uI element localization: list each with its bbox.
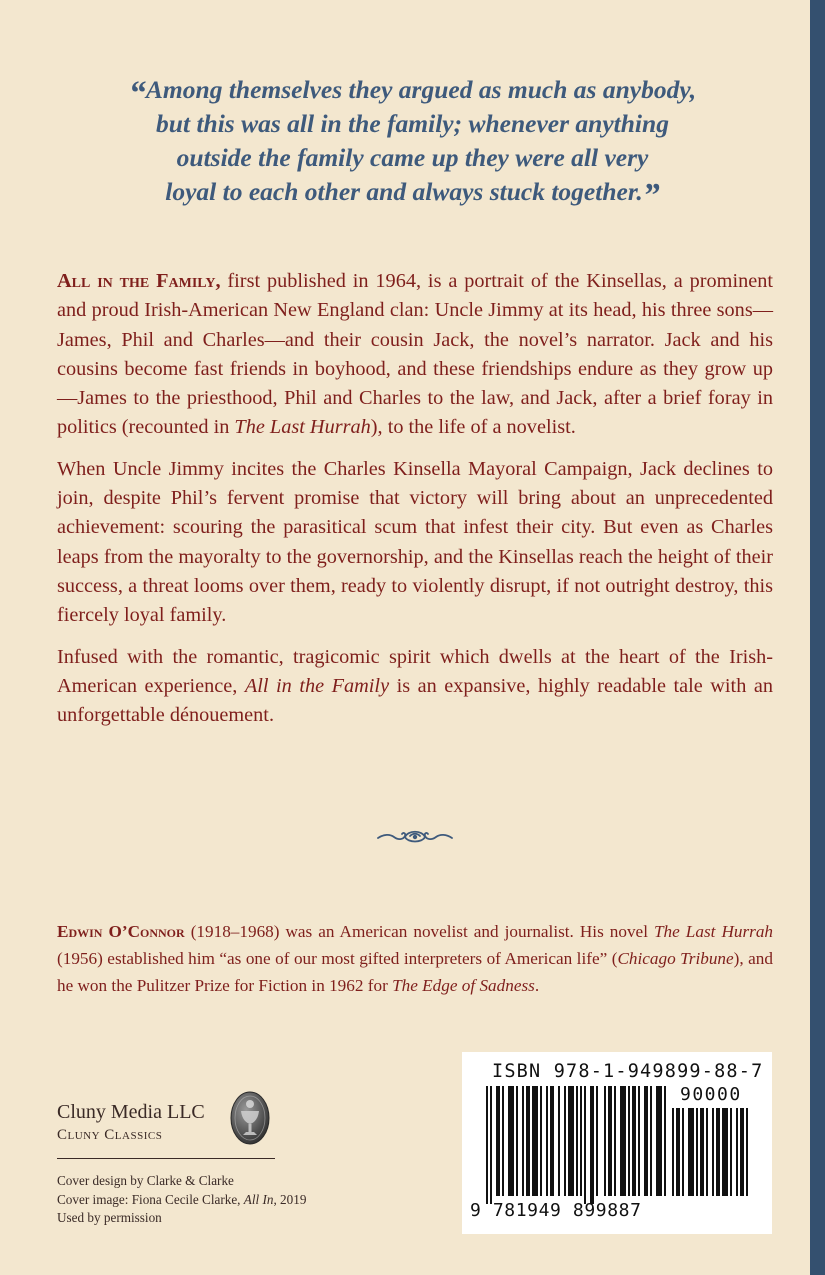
series-name: Cluny Classics xyxy=(57,1127,163,1143)
barcode-bar xyxy=(550,1086,554,1196)
barcode-bar xyxy=(672,1108,674,1196)
barcode-bar xyxy=(664,1086,666,1196)
publisher-block xyxy=(57,1099,205,1144)
barcode-bar xyxy=(508,1086,514,1196)
quote-line-1: “Among themselves they argued as much as anybody, xyxy=(128,75,697,112)
barcode-bar xyxy=(596,1086,598,1196)
barcode-bar xyxy=(526,1086,530,1196)
ean-digits: 9 781949 899887 xyxy=(470,1200,642,1221)
barcode-bar xyxy=(580,1086,582,1196)
barcode-bar xyxy=(614,1086,616,1196)
barcode-bar xyxy=(568,1086,574,1196)
isbn-barcode xyxy=(462,1052,772,1234)
barcode-bar xyxy=(628,1086,630,1196)
barcode-bar xyxy=(584,1086,586,1204)
barcode-bar xyxy=(522,1086,524,1196)
publisher-name: Cluny Media LLC xyxy=(57,1101,205,1123)
barcode-bar xyxy=(644,1086,648,1196)
barcode-bar xyxy=(502,1086,504,1196)
barcode-bar xyxy=(604,1086,606,1196)
cover-image-credit: Cover image: Fiona Cecile Clarke, All In, 2019 xyxy=(57,1191,307,1207)
barcode-bar xyxy=(716,1108,720,1196)
barcode-bar xyxy=(740,1108,744,1196)
barcode-bar xyxy=(576,1086,578,1196)
barcode-bar xyxy=(620,1086,626,1196)
barcode-bar xyxy=(632,1086,636,1196)
barcode-bar xyxy=(688,1108,694,1196)
barcode-bar xyxy=(558,1086,560,1196)
addon-barcode-bars xyxy=(672,1108,760,1208)
pull-quote xyxy=(80,73,745,214)
barcode-bar xyxy=(540,1086,542,1196)
barcode-bar xyxy=(546,1086,548,1196)
cover-credits xyxy=(57,1172,306,1228)
barcode-bar xyxy=(700,1108,704,1196)
publisher-divider xyxy=(57,1158,275,1159)
barcode-bar xyxy=(516,1086,518,1196)
chalice-medallion-icon xyxy=(229,1090,271,1146)
close-quote-mark: ” xyxy=(642,177,660,214)
bio-title-1: The Last Hurrah xyxy=(654,922,774,941)
flourish-ornament-icon xyxy=(376,824,454,848)
quote-line-2: but this was all in the family; whenever anything xyxy=(156,109,669,138)
barcode-bar xyxy=(638,1086,640,1196)
referenced-title: The Last Hurrah xyxy=(234,416,371,439)
book-title: All in the Family, xyxy=(57,270,221,292)
barcode-bar xyxy=(650,1086,652,1196)
barcode-bar xyxy=(532,1086,538,1196)
barcode-bar xyxy=(608,1086,612,1196)
price-code: 90000 xyxy=(680,1084,742,1105)
barcode-bar xyxy=(682,1108,684,1196)
barcode-bar xyxy=(490,1086,492,1204)
open-quote-mark: “ xyxy=(128,75,146,112)
barcode-bar xyxy=(722,1108,728,1196)
barcode-bar xyxy=(486,1086,488,1204)
ean-barcode-bars xyxy=(486,1086,666,1206)
barcode-bar xyxy=(736,1108,738,1196)
quote-line-3: outside the family came up they were all very xyxy=(176,143,649,172)
author-name: Edwin O’Connor xyxy=(57,922,185,941)
bio-source: Chicago Tribune xyxy=(617,949,734,968)
description-paragraph-3: Infused with the romantic, tragicomic spirit which dwells at the heart of the Irish-American experience, All in the Family is an expansive, highly readable tale with an unforgettable dénouement. xyxy=(57,645,773,727)
quote-line-4: loyal to each other and always stuck together.” xyxy=(165,177,660,214)
description-paragraph-1: All in the Family, first published in 1964, is a portrait of the Kinsellas, a prominent and proud Irish-American New England clan: Uncle Jimmy at its head, his three sons—James, Phil and Charles—and their cousin Jack, the novel’s narrator. Jack and his cousins become fast friends in boyhood, and these friendships endure as they grow up—James to the priesthood, Phil and Charles to the law, and Jack, after a brief foray in politics (recounted in The Last Hurrah), to the life of a novelist. xyxy=(57,270,773,439)
barcode-bar xyxy=(712,1108,714,1196)
barcode-bar xyxy=(656,1086,662,1196)
description-paragraph-2: When Uncle Jimmy incites the Charles Kinsella Mayoral Campaign, Jack declines to join, despite Phil’s fervent promise that victory will bring about an unprecedented achievement: scouring the parasitical scum that infest their city. But even as Charles leaps from the mayoralty to the governorship, and the Kinsellas reach the height of their success, a threat looms over them, ready to violently disrupt, if not outright destroy, this fiercely loyal family. xyxy=(57,457,773,627)
permission-note: Used by permission xyxy=(57,1210,162,1225)
isbn-label: ISBN 978-1-949899-88-7 xyxy=(492,1061,764,1082)
book-title-italic: All in the Family xyxy=(244,674,390,697)
barcode-bar xyxy=(706,1108,708,1196)
cover-design-credit: Cover design by Clarke & Clarke xyxy=(57,1173,234,1188)
bio-title-2: The Edge of Sadness xyxy=(392,976,535,995)
author-bio: Edwin O’Connor (1918–1968) was an American novelist and journalist. His novel The Last Hurrah (1956) established him “as one of our most gifted interpreters of American life” (Chicago Tribune), and he won the Pulitzer Prize for Fiction in 1962 for The Edge of Sadness. xyxy=(57,922,774,995)
barcode-bar xyxy=(696,1108,698,1196)
barcode-bar xyxy=(496,1086,500,1196)
barcode-bar xyxy=(564,1086,566,1196)
barcode-bar xyxy=(730,1108,732,1196)
barcode-bar xyxy=(676,1108,680,1196)
barcode-bar xyxy=(746,1108,748,1196)
barcode-bar xyxy=(590,1086,594,1204)
cover-image-title: All In xyxy=(243,1191,274,1207)
book-description xyxy=(57,267,773,742)
spine-edge xyxy=(810,0,825,1275)
